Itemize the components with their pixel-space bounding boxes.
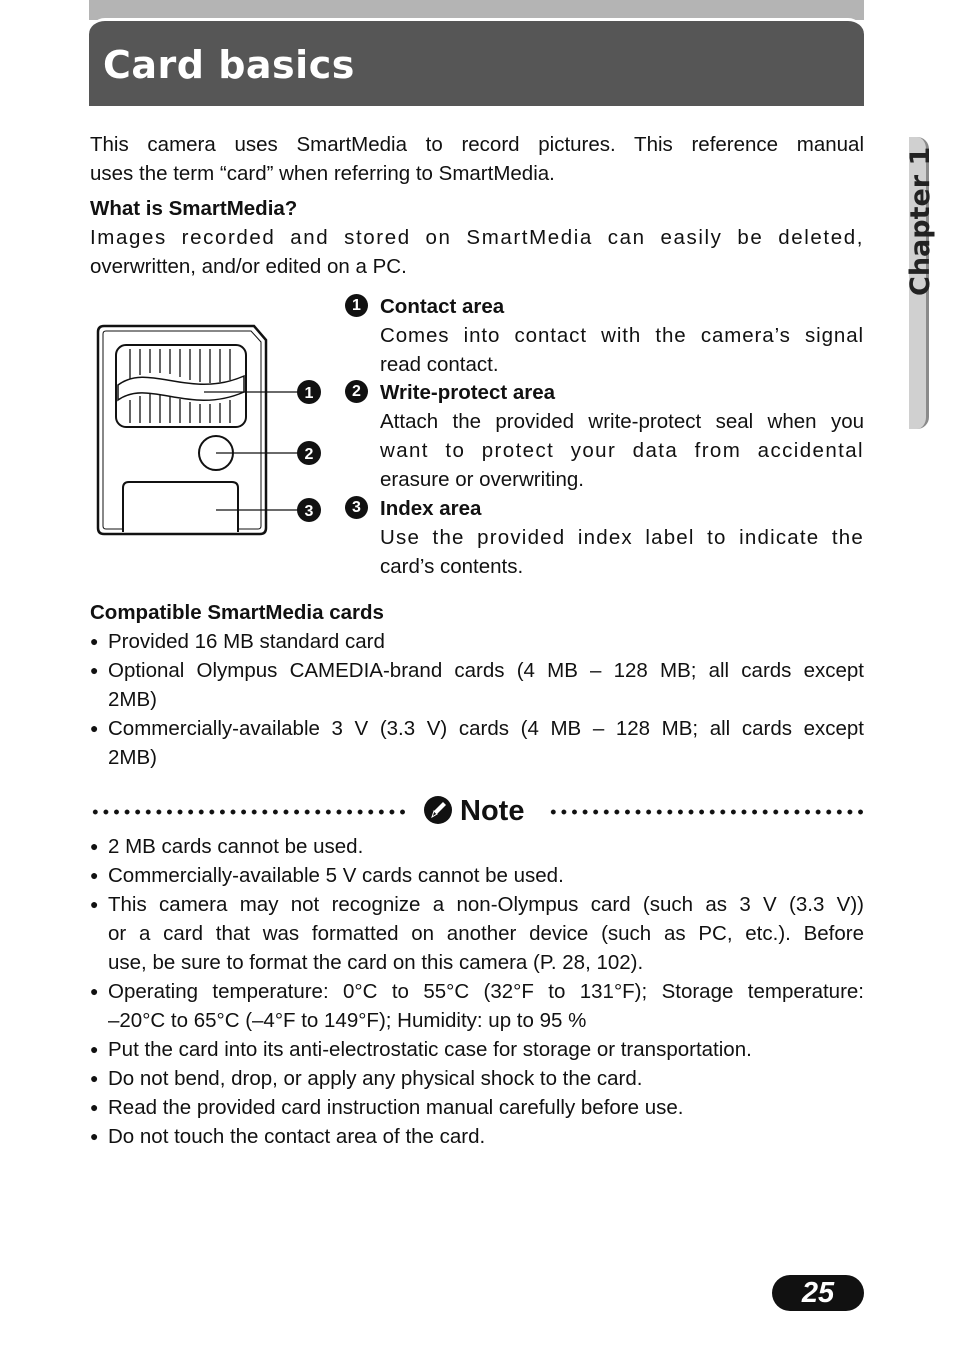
callout-number-1 (297, 380, 321, 404)
list-item: ● Put the card into its anti-electrostatic case for storage or transportation. (90, 1035, 864, 1064)
bullet-icon: ● (90, 983, 99, 999)
part-desc-line: Attach the provided write-protect seal when you (380, 410, 864, 433)
note-title: Note (460, 795, 525, 827)
list-item: ● Do not bend, drop, or apply any physical shock to the card. (90, 1064, 864, 1093)
bullet-icon: ● (90, 662, 99, 678)
page-number: 25 (772, 1275, 864, 1311)
list-item: ● This camera may not recognize a non-Olympus card (such as 3 V (3.3 V)) or a card that was formatted on another device (such as PC, etc.). Before use, be sure to format the card on this camera (P. 28, 102). (90, 890, 864, 977)
part-number-badge: 2 (345, 380, 368, 403)
callout-number-3 (297, 498, 321, 522)
dotted-rule-right (548, 808, 864, 816)
bullet-icon: ● (90, 1041, 99, 1057)
note-list (90, 832, 864, 1151)
smartmedia-card-diagram (94, 322, 334, 542)
bullet-icon: ● (90, 867, 99, 883)
list-item: ● 2 MB cards cannot be used. (90, 832, 864, 861)
list-item: ● Provided 16 MB standard card (90, 627, 864, 656)
part-write-protect-area (380, 378, 864, 494)
part-desc-line: card’s contents. (380, 555, 524, 578)
dotted-rule-left (90, 808, 408, 816)
bullet-icon: ● (90, 720, 99, 736)
svg-text:3: 3 (304, 503, 314, 520)
what-is-heading: What is SmartMedia? (90, 197, 298, 220)
svg-text:2: 2 (304, 446, 314, 463)
part-title: Contact area (380, 295, 505, 318)
note-section (90, 832, 864, 1151)
compatible-list (90, 627, 864, 772)
part-index-area (380, 494, 864, 581)
what-is-line: overwritten, and/or edited on a PC. (90, 255, 407, 278)
part-title: Index area (380, 497, 482, 520)
list-item: ● Optional Olympus CAMEDIA-brand cards (4 MB – 128 MB; all cards except 2MB) (90, 656, 864, 714)
part-desc-line: Comes into contact with the camera’s signal (380, 324, 864, 347)
header-top-bar (89, 0, 864, 20)
bullet-icon: ● (90, 896, 99, 912)
compatible-heading: Compatible SmartMedia cards (90, 601, 384, 624)
compatible-section (90, 598, 864, 772)
bullet-icon: ● (90, 1099, 99, 1115)
what-is-section (90, 194, 864, 281)
part-desc-line: read contact. (380, 353, 499, 376)
part-desc-line: Use the provided index label to indicate the (380, 526, 864, 549)
list-item: ● Read the provided card instruction manual carefully before use. (90, 1093, 864, 1122)
part-title: Write-protect area (380, 381, 556, 404)
callout-number-2 (297, 441, 321, 465)
chapter-label: Chapter 1 (905, 146, 936, 296)
bullet-icon: ● (90, 633, 99, 649)
part-contact-area (380, 292, 864, 379)
svg-text:1: 1 (304, 385, 314, 402)
intro-line: This camera uses SmartMedia to record pictures. This reference manual (90, 133, 864, 156)
bullet-icon: ● (90, 1128, 99, 1144)
part-number-badge: 1 (345, 294, 368, 317)
pencil-note-icon (423, 795, 453, 825)
part-desc-line: want to protect your data from accidental (380, 439, 864, 462)
page-title: Card basics (103, 43, 355, 87)
index-area (123, 482, 238, 532)
intro-paragraph (90, 130, 864, 188)
part-number-badge: 3 (345, 496, 368, 519)
what-is-line: Images recorded and stored on SmartMedia can easily be deleted, (90, 226, 864, 249)
part-desc-line: erasure or overwriting. (380, 468, 584, 491)
bullet-icon: ● (90, 838, 99, 854)
list-item: ● Operating temperature: 0°C to 55°C (32°F to 131°F); Storage temperature: –20°C to 65°C (–4°F to 149°F); Humidity: up to 95 % (90, 977, 864, 1035)
list-item: ● Commercially-available 5 V cards cannot be used. (90, 861, 864, 890)
intro-line: uses the term “card” when referring to SmartMedia. (90, 162, 555, 185)
bullet-icon: ● (90, 1070, 99, 1086)
list-item: ● Do not touch the contact area of the card. (90, 1122, 864, 1151)
list-item: ● Commercially-available 3 V (3.3 V) cards (4 MB – 128 MB; all cards except 2MB) (90, 714, 864, 772)
header-band (89, 18, 864, 106)
note-heading-row (90, 790, 864, 832)
